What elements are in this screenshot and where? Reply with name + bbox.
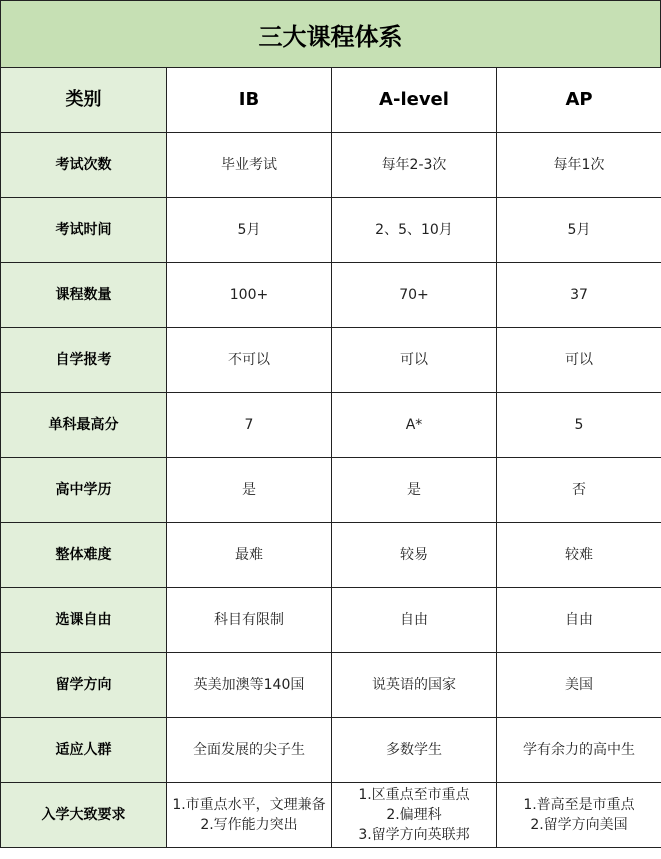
comparison-table [0, 67, 661, 848]
requirement-line: 2.写作能力突出 [200, 817, 298, 833]
row-label: 考试次数 [1, 133, 167, 198]
header-alevel: A-level [332, 68, 497, 133]
table-row [1, 653, 661, 718]
cell-ap: 美国 [497, 653, 661, 718]
row-label: 选课自由 [1, 588, 167, 653]
cell-ib: 7 [167, 393, 332, 458]
cell-alevel: 70+ [332, 263, 497, 328]
row-label: 整体难度 [1, 523, 167, 588]
table-row-requirements [1, 783, 661, 848]
row-label: 考试时间 [1, 198, 167, 263]
cell-ib: 最难 [167, 523, 332, 588]
row-label: 自学报考 [1, 328, 167, 393]
cell-alevel: 说英语的国家 [332, 653, 497, 718]
row-label: 入学大致要求 [1, 783, 167, 848]
table-row [1, 588, 661, 653]
table-row [1, 133, 661, 198]
cell-ib: 毕业考试 [167, 133, 332, 198]
requirement-line: 1.区重点至市重点 [358, 787, 470, 803]
header-row [1, 68, 661, 133]
row-label: 高中学历 [1, 458, 167, 523]
cell-ib: 英美加澳等140国 [167, 653, 332, 718]
row-label: 适应人群 [1, 718, 167, 783]
requirement-line: 2.留学方向美国 [530, 817, 628, 833]
cell-ap: 否 [497, 458, 661, 523]
header-ap: AP [497, 68, 661, 133]
requirement-line: 1.普高至是市重点 [523, 797, 635, 813]
requirement-line: 2.偏理科 [386, 807, 442, 823]
table-row [1, 328, 661, 393]
cell-ap: 自由 [497, 588, 661, 653]
cell-alevel: 每年2-3次 [332, 133, 497, 198]
requirement-line: 1.市重点水平，文理兼备 [172, 797, 326, 813]
table-row [1, 523, 661, 588]
cell-alevel [332, 783, 497, 848]
table-row [1, 263, 661, 328]
cell-ap [497, 783, 661, 848]
table-row [1, 198, 661, 263]
cell-alevel: 多数学生 [332, 718, 497, 783]
table-title: 三大课程体系 [0, 0, 661, 68]
cell-alevel: 2、5、10月 [332, 198, 497, 263]
cell-ap: 37 [497, 263, 661, 328]
row-label: 单科最高分 [1, 393, 167, 458]
header-ib: IB [167, 68, 332, 133]
cell-alevel: 较易 [332, 523, 497, 588]
table-row [1, 458, 661, 523]
cell-alevel: A* [332, 393, 497, 458]
cell-ap: 较难 [497, 523, 661, 588]
cell-alevel: 自由 [332, 588, 497, 653]
table-row [1, 718, 661, 783]
cell-ib [167, 783, 332, 848]
row-label: 留学方向 [1, 653, 167, 718]
cell-alevel: 是 [332, 458, 497, 523]
cell-ib: 是 [167, 458, 332, 523]
cell-ap: 学有余力的高中生 [497, 718, 661, 783]
cell-ap: 每年1次 [497, 133, 661, 198]
table-row [1, 393, 661, 458]
cell-ap: 5 [497, 393, 661, 458]
cell-ap: 5月 [497, 198, 661, 263]
cell-ib: 全面发展的尖子生 [167, 718, 332, 783]
header-category: 类别 [1, 68, 167, 133]
cell-ib: 100+ [167, 263, 332, 328]
cell-ib: 科目有限制 [167, 588, 332, 653]
cell-ib: 5月 [167, 198, 332, 263]
requirement-line: 3.留学方向英联邦 [358, 827, 470, 843]
cell-alevel: 可以 [332, 328, 497, 393]
cell-ap: 可以 [497, 328, 661, 393]
row-label: 课程数量 [1, 263, 167, 328]
cell-ib: 不可以 [167, 328, 332, 393]
